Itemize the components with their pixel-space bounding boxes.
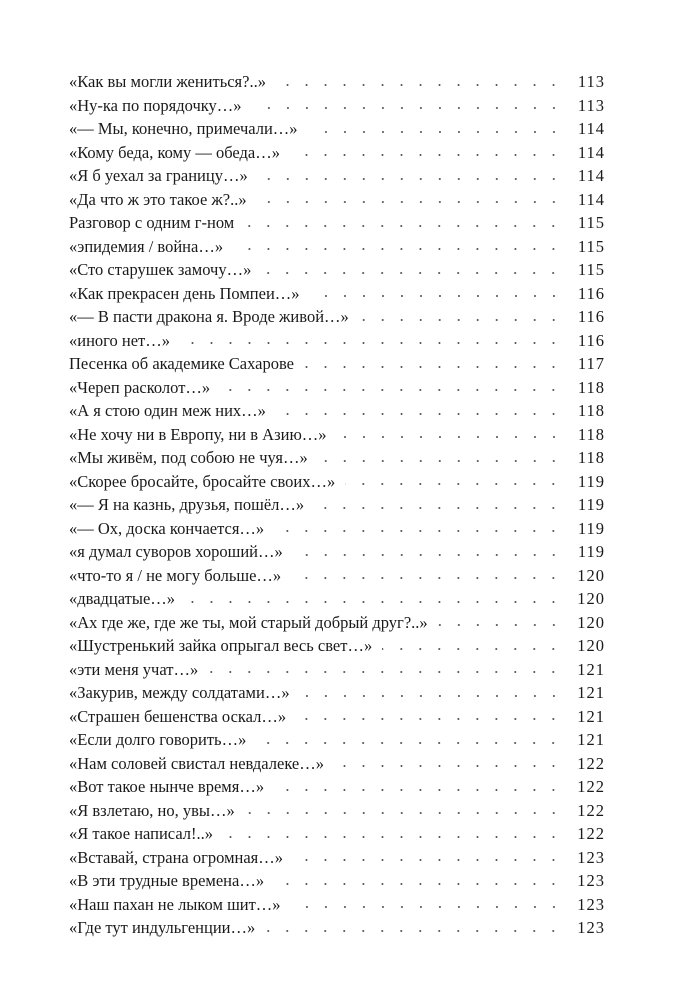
dot-leader: [318, 457, 563, 465]
toc-entry-title: «Я такое написал!..»: [69, 824, 214, 843]
toc-entry: [69, 423, 605, 447]
dot-leader: [256, 739, 563, 747]
toc-entry: [69, 470, 605, 494]
toc-entry: [69, 681, 605, 705]
toc-entry-title: «эти меня учат…»: [69, 659, 199, 679]
toc-entry-title: «Мы живём, под собою не чуя…»: [69, 448, 308, 467]
toc-entry: [69, 446, 605, 470]
toc-entry: [69, 282, 605, 306]
dot-leader: [208, 668, 563, 676]
toc-entry-title: «Сто старушек замочу…»: [69, 260, 252, 279]
dot-leader: [245, 809, 563, 817]
dot-leader: [438, 621, 563, 629]
toc-entry: [69, 164, 605, 188]
toc-entry-page-number: 121: [577, 730, 605, 749]
toc-entry: [69, 705, 605, 729]
toc-entry: [69, 916, 605, 940]
toc-entry-title: «Я б уехал за границу…»: [69, 166, 248, 185]
toc-entry-title: «Кому беда, кому — обеда…»: [69, 142, 280, 162]
toc-entry-page-number: 118: [577, 448, 605, 467]
dot-leader: [308, 128, 563, 136]
toc-entry-page-number: 119: [577, 518, 605, 538]
toc-entry-page-number: 118: [577, 401, 605, 420]
dot-leader: [276, 81, 563, 89]
toc-entry-page-number: 120: [577, 565, 605, 585]
toc-entry-page-number: 116: [577, 330, 605, 350]
toc-entry-page-number: 116: [577, 283, 605, 303]
toc-entry-title: «— Мы, конечно, примечали…»: [69, 119, 298, 138]
toc-entry-title: «Как вы могли жениться?..»: [69, 72, 266, 91]
toc-entry-title: «Нам соловей свистал невдалеке…»: [69, 753, 325, 773]
dot-leader: [304, 363, 563, 371]
toc-entry-title: «эпидемия / война…»: [69, 236, 224, 256]
dot-leader: [223, 833, 563, 841]
toc-entry-page-number: 121: [577, 659, 605, 679]
toc-entry-title: «— В пасти дракона я. Вроде живой…»: [69, 307, 349, 326]
toc-entry: [69, 517, 605, 541]
toc-entry-page-number: 114: [577, 166, 605, 185]
dot-leader: [310, 292, 563, 300]
toc-entry-page-number: 118: [577, 377, 605, 397]
toc-entry-title: «Да что ж это такое ж?..»: [69, 189, 247, 209]
toc-entry-title: «иного нет…»: [69, 330, 171, 350]
dot-leader: [261, 269, 563, 277]
dot-leader: [382, 645, 563, 653]
dot-leader: [300, 692, 563, 700]
toc-entry-title: «В эти трудные времена…»: [69, 871, 265, 890]
dot-leader: [233, 245, 563, 253]
toc-entry-page-number: 115: [577, 236, 605, 256]
toc-entry: [69, 70, 605, 94]
toc-entry-title: «Страшен бешенства оскал…»: [69, 706, 287, 726]
toc-entry: [69, 799, 605, 823]
dot-leader: [274, 880, 563, 888]
toc-entry: [69, 846, 605, 870]
toc-entry-page-number: 122: [577, 777, 605, 796]
toc-entry-page-number: 113: [577, 95, 605, 115]
toc-entry-page-number: 114: [577, 119, 605, 138]
toc-entry-page-number: 121: [577, 706, 605, 726]
toc-entry-title: «Ах где же, где же ты, мой старый добрый друг?..»: [69, 612, 428, 632]
toc-entry-title: «Я взлетаю, но, увы…»: [69, 800, 235, 820]
dot-leader: [274, 527, 563, 535]
toc-entry-title: «Если долго говорить…»: [69, 730, 247, 749]
dot-leader: [274, 786, 563, 794]
dot-leader: [291, 903, 563, 911]
dot-leader: [345, 480, 563, 488]
toc-entry-page-number: 123: [577, 871, 605, 890]
dot-leader: [276, 410, 563, 418]
toc-entry: [69, 893, 605, 917]
toc-entry-page-number: 116: [577, 307, 605, 326]
toc-entry-title: «— Я на казнь, друзья, пошёл…»: [69, 495, 305, 514]
toc-entry-title: «Наш пахан не лыком шит…»: [69, 894, 281, 914]
dot-leader: [257, 198, 563, 206]
toc-entry-page-number: 114: [577, 142, 605, 162]
toc-entry-title: «Не хочу ни в Европу, ни в Азию…»: [69, 424, 327, 444]
toc-entry-page-number: 121: [577, 683, 605, 702]
toc-entry-page-number: 120: [577, 589, 605, 608]
dot-leader: [252, 104, 563, 112]
toc-entry-page-number: 122: [577, 800, 605, 820]
toc-entry-title: «Закурив, между солдатами…»: [69, 683, 290, 702]
toc-entry-page-number: 114: [577, 189, 605, 209]
toc-entry: [69, 587, 605, 611]
toc-entry-page-number: 117: [577, 354, 605, 373]
toc-entry: [69, 305, 605, 329]
dot-leader: [220, 386, 563, 394]
toc-entry-title: «— Ох, доска кончается…»: [69, 518, 265, 538]
toc-entry-page-number: 120: [577, 636, 605, 655]
toc-entry-page-number: 119: [577, 542, 605, 561]
toc-entry-title: «Вставай, страна огромная…»: [69, 847, 284, 867]
toc-entry-page-number: 120: [577, 612, 605, 632]
dot-leader: [359, 316, 563, 324]
dot-leader: [265, 927, 563, 935]
toc-entry-page-number: 119: [577, 471, 605, 491]
toc-entry: [69, 399, 605, 423]
toc-entry-title: «Вот такое нынче время…»: [69, 777, 265, 796]
toc-entry-title: «Скорее бросайте, бросайте своих…»: [69, 471, 336, 491]
toc-entry-title: «Где тут индульгенции…»: [69, 918, 256, 937]
dot-leader: [244, 222, 563, 230]
toc-entry-page-number: 115: [577, 213, 605, 232]
dot-leader: [293, 551, 563, 559]
dot-leader: [290, 151, 563, 159]
toc-entry: [69, 611, 605, 635]
toc-entry-title: «Шустренький зайка опрыгал весь свет…»: [69, 636, 373, 655]
toc-entry: [69, 188, 605, 212]
toc-entry: [69, 634, 605, 658]
dot-leader: [337, 433, 563, 441]
toc-entry-page-number: 115: [577, 260, 605, 279]
toc-entry: [69, 728, 605, 752]
toc-entry-page-number: 113: [577, 72, 605, 91]
table-of-contents: [69, 70, 605, 940]
toc-entry: [69, 869, 605, 893]
toc-entry-page-number: 122: [577, 824, 605, 843]
toc-entry-title: Песенка об академике Сахарове: [69, 354, 294, 373]
toc-entry-title: «Череп расколот…»: [69, 377, 211, 397]
toc-entry-title: «я думал суворов хороший…»: [69, 542, 283, 561]
toc-entry-title: «Ну-ка по порядочку…»: [69, 95, 242, 115]
toc-entry: [69, 658, 605, 682]
toc-entry-page-number: 122: [577, 753, 605, 773]
toc-entry: [69, 329, 605, 353]
toc-entry-title: «Как прекрасен день Помпеи…»: [69, 283, 300, 303]
toc-entry: [69, 775, 605, 799]
dot-leader: [314, 504, 563, 512]
toc-entry-page-number: 123: [577, 918, 605, 937]
toc-entry-page-number: 119: [577, 495, 605, 514]
toc-entry: [69, 235, 605, 259]
dot-leader: [334, 762, 563, 770]
toc-entry: [69, 117, 605, 141]
dot-leader: [296, 715, 563, 723]
dot-leader: [180, 339, 563, 347]
toc-entry: [69, 493, 605, 517]
toc-entry: [69, 94, 605, 118]
dot-leader: [185, 598, 563, 606]
toc-entry: [69, 258, 605, 282]
toc-entry: [69, 752, 605, 776]
toc-entry-title: «А я стою один меж них…»: [69, 401, 266, 420]
toc-entry-page-number: 123: [577, 847, 605, 867]
toc-entry-title: Разговор с одним г-ном: [69, 213, 235, 232]
toc-entry-page-number: 118: [577, 424, 605, 444]
toc-entry: [69, 211, 605, 235]
toc-entry: [69, 822, 605, 846]
toc-entry: [69, 540, 605, 564]
toc-entry: [69, 376, 605, 400]
dot-leader: [293, 856, 563, 864]
toc-entry: [69, 141, 605, 165]
toc-entry-title: «что-то я / не могу больше…»: [69, 565, 282, 585]
dot-leader: [258, 175, 563, 183]
toc-entry-page-number: 123: [577, 894, 605, 914]
toc-entry-title: «двадцатые…»: [69, 589, 176, 608]
dot-leader: [291, 574, 563, 582]
toc-entry: [69, 564, 605, 588]
toc-entry: [69, 352, 605, 376]
